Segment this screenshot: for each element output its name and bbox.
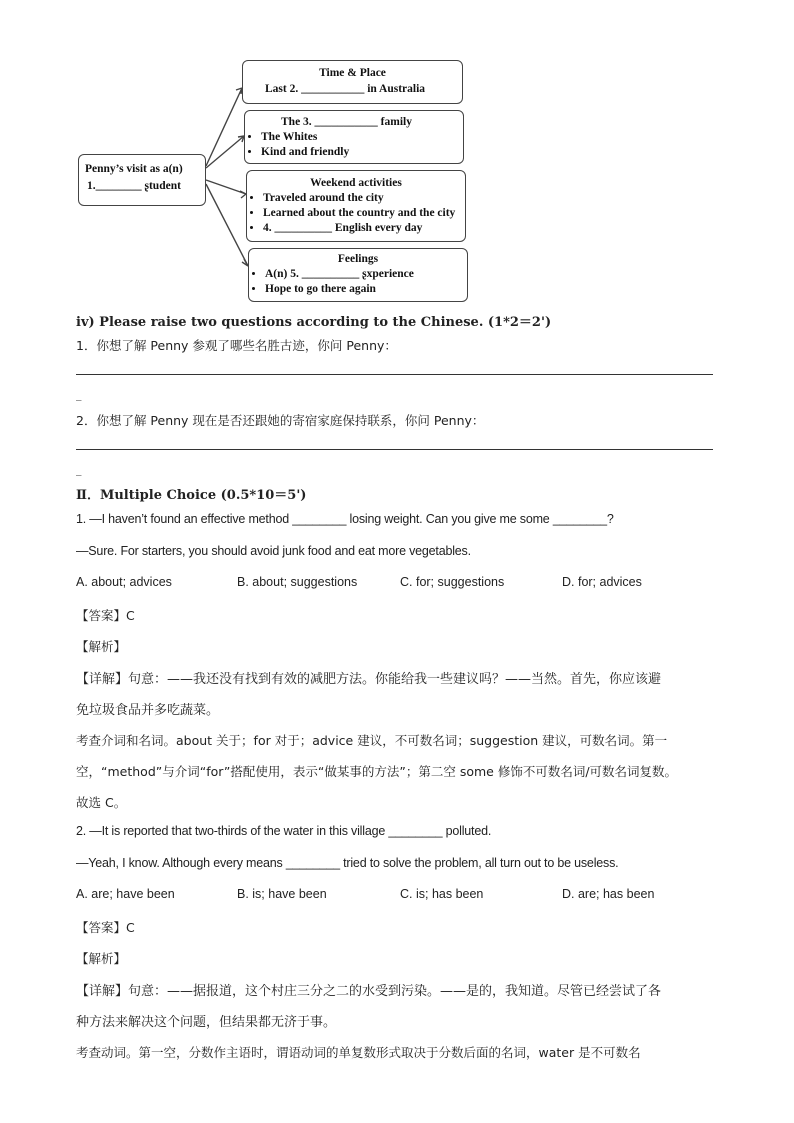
blank-5: • A(n) 5. __________ ʂxperience (265, 267, 467, 282)
weekend-item: • Traveled around the city (263, 191, 465, 206)
time-place-title: Time & Place (319, 67, 386, 79)
q1-detail-line: 免垃圾食品并多吃蔬菜。 (76, 703, 220, 718)
q2-detail-line: 种方法来解决这个问题，但结果都无济于事。 (76, 1015, 337, 1030)
q2-reply: —Yeah, I know. Although every means ________ tried to solve the problem, all turn out to be useless. (76, 856, 619, 870)
q1-detail-line: 【详解】句意：——我还没有找到有效的减肥方法。你能给我一些建议吗？——当然。首先，你应该避 (76, 672, 662, 687)
q1-option-c: C. for; suggestions (400, 575, 505, 589)
family-item: • Kind and friendly (261, 145, 463, 160)
q1-option-b: B. about; suggestions (237, 575, 358, 589)
blank-2: Last 2. ___________ in Australia (265, 83, 426, 95)
blank-1: 1.________ ʂtudent (87, 180, 181, 192)
section-iv-heading: iv) Please raise two questions according to the Chinese. (1*2＝2') (76, 315, 552, 330)
q1-reply: —Sure. For starters, you should avoid junk food and eat more vegetables. (76, 544, 471, 558)
feelings-title: Feelings (337, 253, 379, 265)
q2-answer: 【答案】C (76, 920, 135, 935)
feelings-list (249, 267, 467, 297)
q1-detail-line: 考查介词和名词。about 关于；for 对于；advice 建议，不可数名词；suggestion 建议，可数名词。第一 (76, 733, 668, 748)
q1-analysis-label: 【解析】 (76, 639, 127, 654)
weekend-node (246, 170, 466, 242)
mind-map (76, 58, 476, 304)
q1-detail-line: 故选 C。 (76, 795, 127, 810)
q2-stem: 2. —It is reported that two-thirds of the water in this village ________ polluted. (76, 824, 492, 838)
family-node (244, 110, 464, 164)
q2-detail-line: 考查动词。第一空，分数作主语时，谓语动词的单复数形式取决于分数后面的名词，water 是不可数名 (76, 1045, 641, 1060)
q2-option-b: B. is; have been (237, 887, 327, 901)
blank-4: • 4. __________ English every day (263, 221, 465, 236)
question-iv-2: 2．你想了解 Penny 现在是否还跟她的寄宿家庭保持联系，你问 Penny： (76, 413, 485, 428)
family-list (245, 130, 463, 160)
q2-option-a: A. are; have been (76, 887, 175, 901)
q1-answer: 【答案】C (76, 608, 135, 623)
q2-option-d: D. are; has been (562, 887, 655, 901)
weekend-list (247, 191, 465, 236)
q1-option-a: A. about; advices (76, 575, 172, 589)
weekend-item: • Learned about the country and the city (263, 206, 465, 221)
q2-detail-line: 【详解】句意：——据报道，这个村庄三分之二的水受到污染。——是的，我知道。尽管已经尝试了各 (76, 984, 662, 999)
feelings-node (248, 248, 468, 302)
question-iv-1: 1．你想了解 Penny 参观了哪些名胜古迹，你问 Penny： (76, 338, 397, 353)
weekend-title: Weekend activities (310, 177, 402, 189)
q2-analysis-label: 【解析】 (76, 951, 127, 966)
answer-line-1 (76, 374, 713, 375)
q1-option-d: D. for; advices (562, 575, 642, 589)
q1-detail-line: 空，“method”与介词“for”搭配使用，表示“做某事的方法”；第二空 some 修饰不可数名词/可数名词复数。 (76, 764, 678, 779)
answer-tail-2: _ (76, 463, 82, 476)
family-title: The 3. ___________ family (281, 116, 412, 128)
center-node (78, 154, 206, 206)
q1-stem: 1. —I haven’t found an effective method ________ losing weight. Can you give me some ________? (76, 512, 614, 526)
family-item: • The Whites (261, 130, 463, 145)
feelings-item: • Hope to go there again (265, 282, 467, 297)
answer-line-2 (76, 449, 713, 450)
q2-option-c: C. is; has been (400, 887, 484, 901)
section-ii-heading: Ⅱ．Multiple Choice (0.5*10＝5') (76, 488, 307, 503)
center-title: Penny’s visit as a(n) (85, 163, 183, 175)
answer-tail-1: _ (76, 388, 82, 401)
time-place-node (242, 60, 463, 104)
